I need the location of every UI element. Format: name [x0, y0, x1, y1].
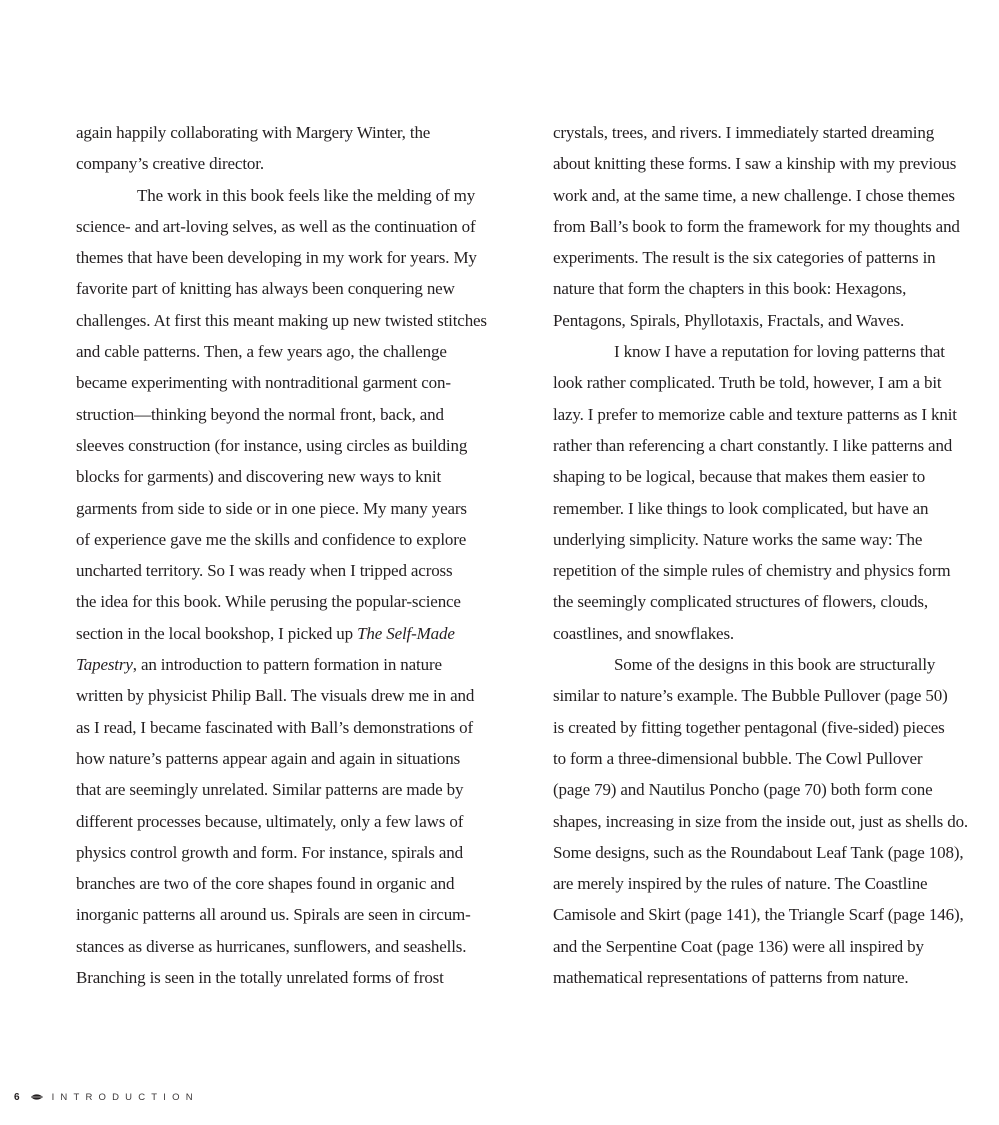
text-segment: challenges. At first this meant making up new twisted stitches — [76, 310, 487, 330]
text-segment: to form a three-dimensional bubble. The Cowl Pullover — [553, 748, 923, 768]
text-segment: written by physicist Philip Ball. The visuals drew me in and — [76, 686, 475, 706]
text-line — [76, 899, 516, 930]
text-segment: shapes, increasing in size from the inside out, just as shells do. — [553, 811, 969, 831]
text-line — [553, 649, 993, 680]
text-line — [76, 180, 516, 211]
text-segment: nature that form the chapters in this book: Hexagons, — [553, 279, 907, 299]
text-line — [553, 806, 993, 837]
text-segment: Camisole and Skirt (page 141), the Triangle Scarf (page 146), — [553, 905, 964, 925]
text-segment: science- and art-loving selves, as well as the continuation of — [76, 216, 476, 236]
text-line — [553, 493, 993, 524]
text-line — [76, 336, 516, 367]
text-segment: experiments. The result is the six categories of patterns in — [553, 248, 936, 268]
text-line — [553, 774, 993, 805]
italic-book-title: The Self-Made — [357, 623, 455, 643]
text-segment: how nature’s patterns appear again and again in situations — [76, 748, 461, 768]
section-label: INTRODUCTION — [51, 1091, 199, 1103]
text-line — [553, 555, 993, 586]
text-segment: is created by fitting together pentagonal (five-sided) pieces — [553, 717, 945, 737]
text-line — [553, 962, 993, 993]
text-segment: , an introduction to pattern formation in nature — [132, 655, 442, 675]
text-segment: garments from side to side or in one piece. My many years — [76, 498, 467, 518]
text-line — [76, 242, 516, 273]
page-footer — [14, 1090, 199, 1104]
text-line — [553, 868, 993, 899]
text-line — [553, 117, 993, 148]
text-segment: company’s creative director. — [76, 154, 264, 174]
text-line — [76, 399, 516, 430]
text-line — [553, 273, 993, 304]
text-line — [76, 117, 516, 148]
text-line — [553, 305, 993, 336]
text-line — [553, 336, 993, 367]
right-text-column — [553, 117, 993, 993]
text-segment: coastlines, and snowflakes. — [553, 623, 735, 643]
text-line — [553, 461, 993, 492]
text-line — [76, 555, 516, 586]
text-line — [76, 680, 516, 711]
text-segment: themes that have been developing in my work for years. My — [76, 248, 477, 268]
text-segment: are merely inspired by the rules of nature. The Coastline — [553, 874, 928, 894]
text-segment: about knitting these forms. I saw a kinship with my previous — [553, 154, 957, 174]
text-line — [553, 618, 993, 649]
leaf-ornament-icon — [31, 1093, 43, 1101]
text-line — [76, 618, 516, 649]
text-line — [553, 180, 993, 211]
text-segment: crystals, trees, and rivers. I immediately started dreaming — [553, 123, 935, 142]
text-line — [76, 273, 516, 304]
text-line — [76, 868, 516, 899]
text-segment: remember. I like things to look complicated, but have an — [553, 498, 929, 518]
text-line — [553, 743, 993, 774]
text-segment: work and, at the same time, a new challenge. I chose themes — [553, 185, 955, 205]
text-line — [76, 712, 516, 743]
italic-book-title: Tapestry — [76, 655, 133, 675]
text-line — [76, 493, 516, 524]
text-line — [553, 899, 993, 930]
text-line — [76, 931, 516, 962]
text-segment: mathematical representations of patterns from nature. — [553, 968, 909, 988]
text-segment: similar to nature’s example. The Bubble Pullover (page 50) — [553, 686, 948, 706]
text-segment: underlying simplicity. Nature works the same way: The — [553, 529, 923, 549]
text-line — [76, 430, 516, 461]
text-segment: The work in this book feels like the melding of my — [137, 185, 476, 205]
text-line — [553, 680, 993, 711]
text-line — [76, 367, 516, 398]
text-segment: look rather complicated. Truth be told, however, I am a bit — [553, 373, 942, 393]
text-line — [553, 367, 993, 398]
text-segment: the idea for this book. While perusing the popular-science — [76, 592, 461, 612]
text-segment: that are seemingly unrelated. Similar patterns are made by — [76, 780, 464, 800]
text-line — [553, 524, 993, 555]
text-segment: stances as diverse as hurricanes, sunflowers, and seashells. — [76, 936, 467, 956]
text-line — [553, 931, 993, 962]
text-segment: Some of the designs in this book are structurally — [614, 655, 936, 675]
text-segment: uncharted territory. So I was ready when I tripped across — [76, 561, 453, 581]
text-line — [553, 837, 993, 868]
text-segment: favorite part of knitting has always been conquering new — [76, 279, 455, 299]
text-segment: Some designs, such as the Roundabout Leaf Tank (page 108), — [553, 842, 964, 862]
left-text-column — [76, 117, 516, 993]
text-segment: and the Serpentine Coat (page 136) were all inspired by — [553, 936, 924, 956]
text-line — [76, 774, 516, 805]
text-segment: physics control growth and form. For instance, spirals and — [76, 842, 463, 862]
text-segment: I know I have a reputation for loving patterns that — [614, 342, 945, 362]
text-line — [76, 586, 516, 617]
text-segment: inorganic patterns all around us. Spirals are seen in circum- — [76, 905, 471, 925]
text-line — [553, 242, 993, 273]
text-segment: shaping to be logical, because that makes them easier to — [553, 467, 926, 487]
text-segment: sleeves construction (for instance, using circles as building — [76, 435, 468, 455]
text-segment: struction—thinking beyond the normal front, back, and — [76, 404, 444, 424]
text-line — [553, 430, 993, 461]
text-segment: the seemingly complicated structures of flowers, clouds, — [553, 592, 928, 612]
text-line — [553, 399, 993, 430]
text-segment: and cable patterns. Then, a few years ago, the challenge — [76, 342, 447, 362]
text-segment: blocks for garments) and discovering new ways to knit — [76, 467, 442, 487]
text-line — [76, 211, 516, 242]
text-line — [76, 305, 516, 336]
text-line — [76, 461, 516, 492]
text-line — [76, 148, 516, 179]
text-line — [553, 148, 993, 179]
text-segment: Pentagons, Spirals, Phyllotaxis, Fractals, and Waves. — [553, 310, 905, 330]
text-line — [76, 962, 516, 993]
text-line — [553, 211, 993, 242]
text-segment: different processes because, ultimately, only a few laws of — [76, 811, 464, 831]
text-segment: of experience gave me the skills and confidence to explore — [76, 529, 467, 549]
text-line — [553, 712, 993, 743]
text-line — [76, 743, 516, 774]
text-line — [76, 524, 516, 555]
text-segment: became experimenting with nontraditional garment con- — [76, 373, 451, 393]
text-line — [553, 586, 993, 617]
text-segment: lazy. I prefer to memorize cable and texture patterns as I knit — [553, 404, 957, 424]
text-segment: Branching is seen in the totally unrelated forms of frost — [76, 968, 444, 988]
text-segment: section in the local bookshop, I picked up — [76, 623, 358, 643]
text-segment: again happily collaborating with Margery Winter, the — [76, 123, 431, 142]
text-segment: from Ball’s book to form the framework for my thoughts and — [553, 216, 960, 236]
text-line — [76, 649, 516, 680]
text-segment: branches are two of the core shapes found in organic and — [76, 874, 455, 894]
text-segment: as I read, I became fascinated with Ball’s demonstrations of — [76, 717, 473, 737]
text-line — [76, 806, 516, 837]
page-number: 6 — [14, 1091, 20, 1103]
text-segment: repetition of the simple rules of chemistry and physics form — [553, 561, 951, 581]
text-segment: (page 79) and Nautilus Poncho (page 70) both form cone — [553, 780, 933, 800]
text-line — [76, 837, 516, 868]
text-segment: rather than referencing a chart constantly. I like patterns and — [553, 435, 953, 455]
